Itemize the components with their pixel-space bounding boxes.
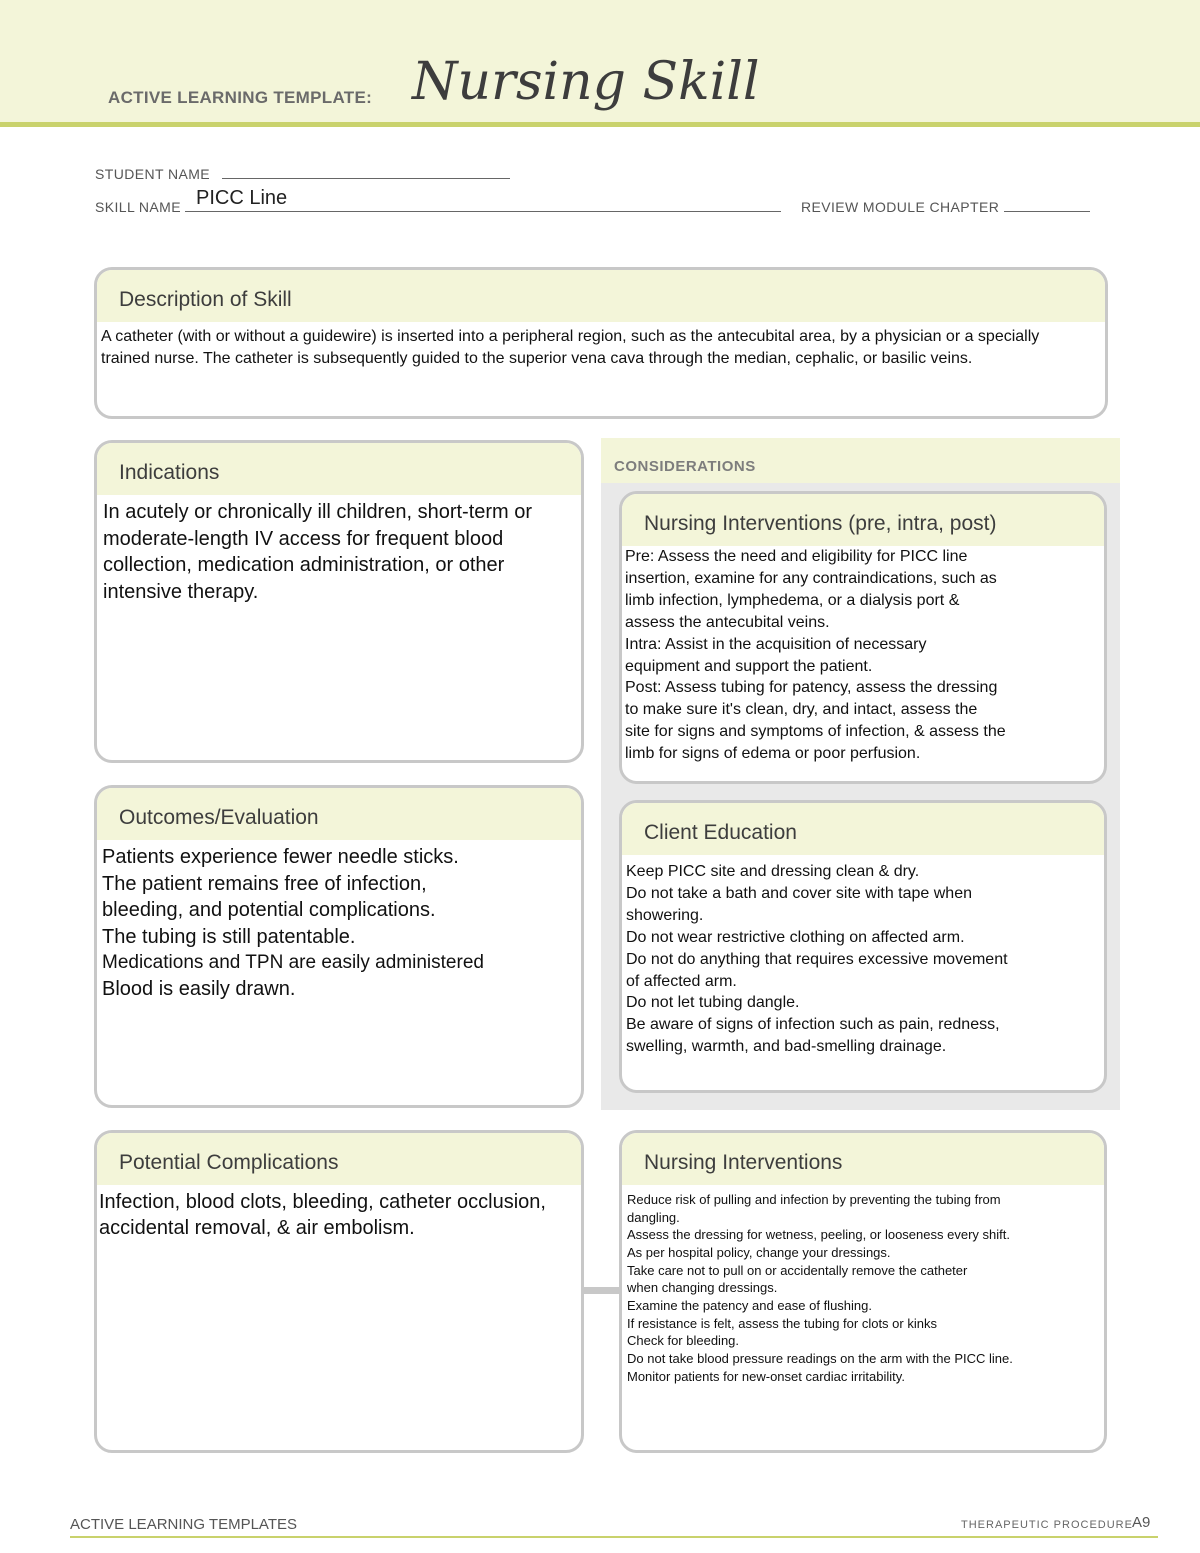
list-item: assess the antecubital veins. — [625, 613, 830, 631]
list-item: Do not wear restrictive clothing on affected arm. — [626, 928, 965, 946]
list-item: when changing dressings. — [627, 1280, 778, 1296]
list-item: Keep PICC site and dressing clean & dry. — [626, 863, 920, 880]
list-item: of affected arm. — [626, 972, 737, 990]
list-item: Be aware of signs of infection such as pain, redness, — [626, 1016, 1000, 1034]
list-item: Take care not to pull on or accidentally remove the catheter — [627, 1262, 968, 1278]
list-item: bleeding, and potential complications. — [102, 899, 436, 922]
complications-heading: Potential Complications — [97, 1133, 581, 1185]
list-item: equipment and support the patient. — [625, 657, 873, 675]
template-title: Nursing Skill — [412, 52, 760, 112]
list-item: Reduce risk of pulling and infection by preventing the tubing from — [627, 1192, 1001, 1207]
list-item: Intra: Assist in the acquisition of necessary — [625, 635, 927, 653]
list-item: site for signs and symptoms of infection, & assess the — [625, 723, 1006, 741]
list-item: Do not take blood pressure readings on the arm with the PICC line. — [627, 1351, 1013, 1367]
skill-name-value: PICC Line — [196, 187, 288, 209]
review-module-field[interactable] — [801, 199, 1090, 215]
review-module-blank[interactable] — [1004, 200, 1090, 212]
list-item: The patient remains free of infection, — [102, 872, 427, 895]
outcomes-body — [97, 840, 581, 1002]
complications-box — [94, 1130, 584, 1453]
list-item: Do not do anything that requires excessive movement — [626, 950, 1008, 968]
footer-right-label: THERAPEUTIC PROCEDURE — [961, 1519, 1133, 1531]
list-item: Post: Assess tubing for patency, assess the dressing — [625, 679, 998, 697]
indications-heading: Indications — [97, 443, 581, 495]
list-item: to make sure it's clean, dry, and intact, assess the — [625, 701, 978, 719]
student-name-label: STUDENT NAME — [95, 166, 210, 182]
footer-page-number: A9 — [1132, 1514, 1151, 1531]
considerations-title: CONSIDERATIONS — [614, 458, 756, 475]
list-item: The tubing is still patentable. — [102, 925, 356, 948]
student-name-field[interactable] — [95, 166, 510, 182]
list-item: Pre: Assess the need and eligibility for PICC line — [625, 548, 968, 565]
list-item: Blood is easily drawn. — [102, 977, 296, 1000]
description-text: A catheter (with or without a guidewire) is inserted into a peripheral region, such as the antecubital area, by a physician or a specially trained nurse. The catheter is subsequently guided to the superior vena cava through the median, cephalic, or basilic veins. — [101, 328, 1040, 368]
list-item: Do not take a bath and cover site with tape when — [626, 884, 972, 902]
list-item: Examine the patency and ease of flushing. — [627, 1298, 872, 1314]
list-item: insertion, examine for any contraindications, such as — [625, 569, 997, 587]
description-box — [94, 267, 1108, 419]
client-education-heading: Client Education — [622, 803, 1104, 855]
list-item: limb for signs of edema or poor perfusion. — [625, 745, 921, 763]
list-item: As per hospital policy, change your dressings. — [627, 1245, 891, 1261]
nursing-interventions-heading: Nursing Interventions — [622, 1133, 1104, 1185]
footer-rule — [70, 1536, 1158, 1538]
template-label: ACTIVE LEARNING TEMPLATE: — [108, 88, 373, 107]
nursing-interventions-body — [622, 1185, 1104, 1385]
review-module-label: REVIEW MODULE CHAPTER — [801, 199, 1000, 215]
client-education-box — [619, 800, 1107, 1093]
list-item: Monitor patients for new-onset cardiac irritability. — [627, 1368, 905, 1384]
indications-box — [94, 440, 584, 763]
list-item: Check for bleeding. — [627, 1333, 740, 1349]
client-education-body — [622, 855, 1104, 1058]
indications-text: In acutely or chronically ill children, short-term or moderate-length IV access for frequent blood collection, medication administration, or other intensive therapy. — [103, 501, 533, 603]
nursing-interventions-ppp-box — [619, 491, 1107, 784]
list-item: swelling, warmth, and bad-smelling drainage. — [626, 1038, 947, 1056]
nursing-interventions-ppp-heading: Nursing Interventions (pre, intra, post) — [622, 494, 1104, 546]
header-rule — [0, 122, 1200, 127]
skill-name-label: SKILL NAME — [95, 199, 181, 215]
nursing-interventions-ppp-body — [622, 546, 1104, 765]
student-name-blank[interactable] — [222, 167, 510, 179]
list-item: Medications and TPN are easily administered — [102, 952, 484, 974]
nursing-interventions-box — [619, 1130, 1107, 1453]
outcomes-heading: Outcomes/Evaluation — [97, 788, 581, 840]
list-item: Do not let tubing dangle. — [626, 994, 800, 1012]
description-heading: Description of Skill — [97, 270, 1105, 322]
list-item: dangling. — [627, 1209, 680, 1225]
box-connector — [583, 1287, 621, 1294]
footer-left-label: ACTIVE LEARNING TEMPLATES — [70, 1516, 297, 1533]
complications-text: Infection, blood clots, bleeding, catheter occlusion, accidental removal, & air embolism. — [99, 1191, 546, 1240]
list-item: If resistance is felt, assess the tubing for clots or kinks — [627, 1315, 937, 1331]
list-item: limb infection, lymphedema, or a dialysis port & — [625, 591, 960, 609]
list-item: showering. — [626, 906, 704, 924]
list-item: Assess the dressing for wetness, peeling, or looseness every shift. — [627, 1227, 1010, 1243]
list-item: Patients experience fewer needle sticks. — [102, 846, 459, 868]
outcomes-box — [94, 785, 584, 1108]
